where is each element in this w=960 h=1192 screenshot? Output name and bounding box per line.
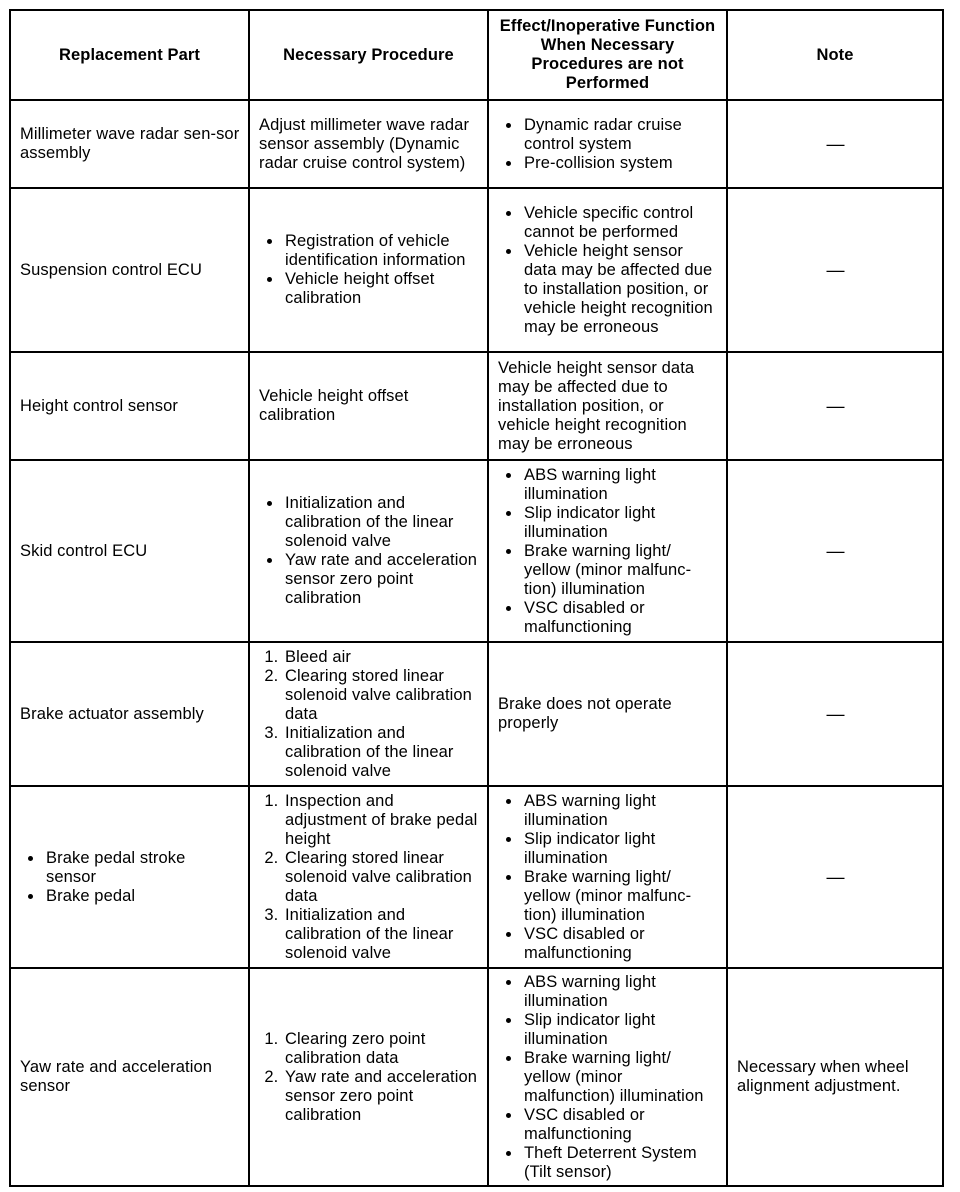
list-item: • VSC disabled or malfunctioning <box>522 925 718 963</box>
table-row <box>10 642 943 786</box>
list-item: • Registration of vehicle identification information <box>283 232 479 270</box>
procedure-cell: Vehicle height offset calibration <box>249 352 488 460</box>
list-item: 2. Yaw rate and acceleration sensor zero point calibration <box>283 1068 479 1125</box>
part-cell: Suspension control ECU <box>10 188 249 352</box>
effect-list <box>498 466 718 637</box>
list-item: • Brake pedal <box>44 887 240 906</box>
part-cell <box>10 786 249 968</box>
table-row <box>10 100 943 188</box>
list-item: • Vehicle height offset calibration <box>283 270 479 308</box>
procedure-cell <box>249 786 488 968</box>
note-cell: — <box>727 786 943 968</box>
header-effect: Effect/Inoperative Function When Necessary Procedures are not Performed <box>488 10 727 100</box>
list-item: 3. Initialization and calibration of the linear solenoid valve <box>283 906 479 963</box>
list-item: • Yaw rate and acceleration sensor zero point calibration <box>283 551 479 608</box>
effect-cell: Vehicle height sensor data may be affected due to installation position, or vehicle height recognition may be erroneous <box>488 352 727 460</box>
list-item: • Brake warning light/ yellow (minor malfunc-tion) illumination <box>522 542 718 599</box>
procedure-list <box>259 792 479 963</box>
effect-list <box>498 792 718 963</box>
table-row <box>10 786 943 968</box>
list-item: • Vehicle height sensor data may be affected due to installation position, or vehicle height recognition may be erroneous <box>522 242 718 337</box>
list-item: • Slip indicator light illumination <box>522 830 718 868</box>
list-item: • ABS warning light illumination <box>522 973 718 1011</box>
table-row <box>10 460 943 642</box>
list-item: 3. Initialization and calibration of the linear solenoid valve <box>283 724 479 781</box>
effect-list <box>498 116 718 173</box>
procedure-list <box>259 494 479 608</box>
list-item: • Brake warning light/ yellow (minor malfunction) illumination <box>522 1049 718 1106</box>
part-cell: Yaw rate and acceleration sensor <box>10 968 249 1186</box>
note-cell: — <box>727 352 943 460</box>
list-item: • Initialization and calibration of the linear solenoid valve <box>283 494 479 551</box>
part-cell: Skid control ECU <box>10 460 249 642</box>
part-cell: Height control sensor <box>10 352 249 460</box>
header-replacement-part: Replacement Part <box>10 10 249 100</box>
effect-list <box>498 204 718 337</box>
list-item: 1. Clearing zero point calibration data <box>283 1030 479 1068</box>
procedure-cell <box>249 188 488 352</box>
note-cell: Necessary when wheel alignment adjustment. <box>727 968 943 1186</box>
list-item: 1. Inspection and adjustment of brake pedal height <box>283 792 479 849</box>
header-note: Note <box>727 10 943 100</box>
effect-cell <box>488 188 727 352</box>
procedure-list <box>259 1030 479 1125</box>
procedure-list <box>259 648 479 781</box>
note-cell: — <box>727 460 943 642</box>
list-item: • ABS warning light illumination <box>522 466 718 504</box>
table-row <box>10 188 943 352</box>
effect-list <box>498 973 718 1182</box>
table-row <box>10 968 943 1186</box>
list-item: • Vehicle specific control cannot be performed <box>522 204 718 242</box>
list-item: • Brake pedal stroke sensor <box>44 849 240 887</box>
list-item: • Theft Deterrent System (Tilt sensor) <box>522 1144 718 1182</box>
list-item: 2. Clearing stored linear solenoid valve calibration data <box>283 849 479 906</box>
list-item: 2. Clearing stored linear solenoid valve calibration data <box>283 667 479 724</box>
note-cell: — <box>727 188 943 352</box>
procedure-cell <box>249 460 488 642</box>
header-row <box>10 10 943 100</box>
list-item: • VSC disabled or malfunctioning <box>522 1106 718 1144</box>
effect-cell <box>488 968 727 1186</box>
procedure-cell <box>249 968 488 1186</box>
list-item: • Slip indicator light illumination <box>522 1011 718 1049</box>
table-row <box>10 352 943 460</box>
procedure-cell <box>249 642 488 786</box>
part-cell: Millimeter wave radar sen-sor assembly <box>10 100 249 188</box>
list-item: 1. Bleed air <box>283 648 479 667</box>
note-cell: — <box>727 642 943 786</box>
effect-cell <box>488 100 727 188</box>
list-item: • Slip indicator light illumination <box>522 504 718 542</box>
effect-cell <box>488 786 727 968</box>
replacement-procedure-table <box>9 9 944 1187</box>
list-item: • Dynamic radar cruise control system <box>522 116 718 154</box>
list-item: • VSC disabled or malfunctioning <box>522 599 718 637</box>
list-item: • ABS warning light illumination <box>522 792 718 830</box>
procedure-cell: Adjust millimeter wave radar sensor assembly (Dynamic radar cruise control system) <box>249 100 488 188</box>
part-list <box>20 849 240 906</box>
list-item: • Brake warning light/ yellow (minor malfunc-tion) illumination <box>522 868 718 925</box>
effect-cell <box>488 460 727 642</box>
header-necessary-procedure: Necessary Procedure <box>249 10 488 100</box>
part-cell: Brake actuator assembly <box>10 642 249 786</box>
procedure-list <box>259 232 479 308</box>
effect-cell: Brake does not operate properly <box>488 642 727 786</box>
list-item: • Pre-collision system <box>522 154 718 173</box>
note-cell: — <box>727 100 943 188</box>
